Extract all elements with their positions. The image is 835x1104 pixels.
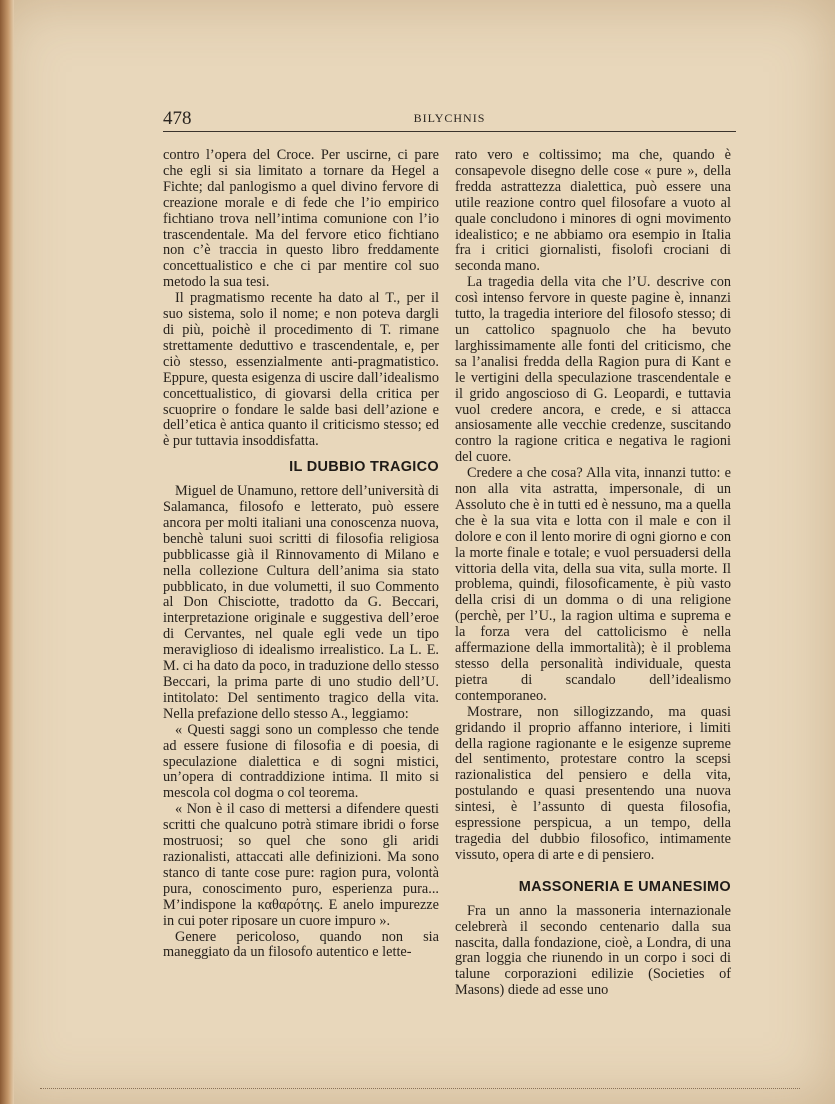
paragraph: Fra un anno la massoneria internazionale celebrerà il secondo centenario dalla sua nascita, dalla fondazione, cioè, a Londra, di una gran loggia che riunendo in un corpo i soci di talune corporazioni edilizie (Societies of Masons) diede ad esse uno <box>455 902 731 999</box>
paragraph: rato vero e coltissimo; ma che, quando è consapevole disegno delle cose « pure », della fredda astrattezza dialettica, può essere una utile reazione contro quel filosofare a vuoto al quale concludono i minores di ogni movimento idealistico; e ne abbiamo ora esempio in Italia fra i critici giornalisti, fisolofi crociani di seconda mano. <box>455 147 731 275</box>
paragraph: Il pragmatismo recente ha dato al T., per il suo sistema, solo il nome; e non poteva dargli di più, poichè il procedimento di T. rimane strettamente deduttivo e trascendentale, e, per ciò stesso, essenzialmente anti-pragmatistico. Eppure, questa esigenza di uscire dall’idealismo concettualistico, di giovarsi della critica per scuoprire o fondare le salde basi dell’azione e dell’etica è antica quanto il criticismo stesso; ed è pur tuttavia insoddisfatta. <box>163 290 439 450</box>
paragraph: Mostrare, non sillogizzando, ma quasi gridando il proprio affanno interiore, i limiti della ragione ragionante e le esigenze supreme del sentimento, protestare contro la scepsi razionalistica del pensiero e della vita, postulando e quasi presentendo una nuova sintesi, è l’assunto di questa filosofia, espressione perspicua, a un tempo, della tragedia del dubbio filosofico, intimamente vissuto, opera di arte e di pensiero. <box>455 703 731 863</box>
running-title: BILYCHNIS <box>413 111 486 125</box>
book-spine-edge <box>0 0 14 1104</box>
paragraph: Credere a che cosa? Alla vita, innanzi tutto: e non alla vita astratta, impersonale, di un Assoluto che è in tutti ed è nessuno, ma a quella che è la sua vita e lotta con il male e con il dolore e con il lento morire di ogni giorno e con la morte finale e totale; e vuol persuadersi della vittoria della vita, della sua vita, sulla morte. Il problema, quindi, filosoficamente, è più vasto della crisi di un domma o di una religione (perchè, per l’U., la ragion ultima e suprema e la forza vera del cattolicismo è nella affermazione della immortalità); è il problema stesso della personalità individuale, questa pietra di scandalo dell’idealismo contemporaneo. <box>455 465 731 704</box>
paragraph: La tragedia della vita che l’U. descrive con così intenso fervore in queste pagine è, innanzi tutto, la tragedia interiore del filosofo stesso; di un cattolico spagnuolo che ha bevuto larghissimamente alle fonti del criticismo, che sa l’analisi fredda della Ragion pura di Kant e le vertigini della speculazione trascendentale e il grido angoscioso di G. Leopardi, e tuttavia vuol credere ancora, e crede, e si attacca ansiosamente alle vecchie credenze, suscitando contro la ragione critica e negativa le ragioni del cuore. <box>455 274 731 466</box>
right-column <box>455 148 731 999</box>
section-heading: MASSONERIA E UMANESIMO <box>518 878 731 895</box>
section-heading: IL DUBBIO TRAGICO <box>289 459 439 476</box>
page-bottom-edge <box>40 1088 800 1089</box>
page-number: 478 <box>163 108 192 129</box>
page-header <box>163 108 736 132</box>
paragraph: Genere pericoloso, quando non sia maneggiato da un filosofo autentico e lette- <box>163 928 439 961</box>
left-column <box>163 148 439 961</box>
quotation-paragraph: « Non è il caso di mettersi a difendere questi scritti che qualcuno potrà stimare ibridi o forse mostruosi; so quel che sono gli aridi razionalisti, attaccati alle definizioni. Ma sono stanco di tante cose pure: ragion pura, volontà pura, conoscimento puro, esperienza pura... M’indispone la καθαρότης. E anelo impurezze in cui poter riposare un cuore impuro ». <box>163 801 439 929</box>
paragraph: contro l’opera del Croce. Per uscirne, ci pare che egli si sia limitato a tornare da Hegel a Fichte; dal panlogismo a quel divino fervore di creazione morale e di fede che l’io empirico fichtiano trova nell’intima comunione con l’io trascendentale. Ma del fervore etico fichtiano non c’è traccia in questo libro freddamente concettualistico e che ci par mentire col suo metodo la sua tesi. <box>163 147 439 291</box>
header-rule <box>163 131 736 132</box>
paragraph: Miguel de Unamuno, rettore dell’università di Salamanca, filosofo e letterato, può essere ancora per molti italiani una conoscenza nuova, benchè taluni suoi scritti di filosofia religiosa pubblicasse già il Rinnovamento di Milano e nella collezione Cultura dell’anima sia stato pubblicato, in due volumetti, il suo Commento al Don Chisciotte, tradotto da G. Beccari, interpretazione originale e suggestiva dell’eroe di Cervantes, nel quale egli vede un tipo meraviglioso di idealismo irrealistico. La L. E. M. ci ha dato da poco, in traduzione dello stesso Beccari, la prima parte di uno studio dell’U. intitolato: Del sentimento tragico della vita. Nella prefazione dello stesso A., leggiamo: <box>163 483 439 722</box>
quotation-paragraph: « Questi saggi sono un complesso che tende ad essere fusione di filosofia e di poesia, di speculazione dialettica e di sogni mistici, un’opera di contraddizione intima. Il mito si mescola col dogma o col teorema. <box>163 721 439 802</box>
